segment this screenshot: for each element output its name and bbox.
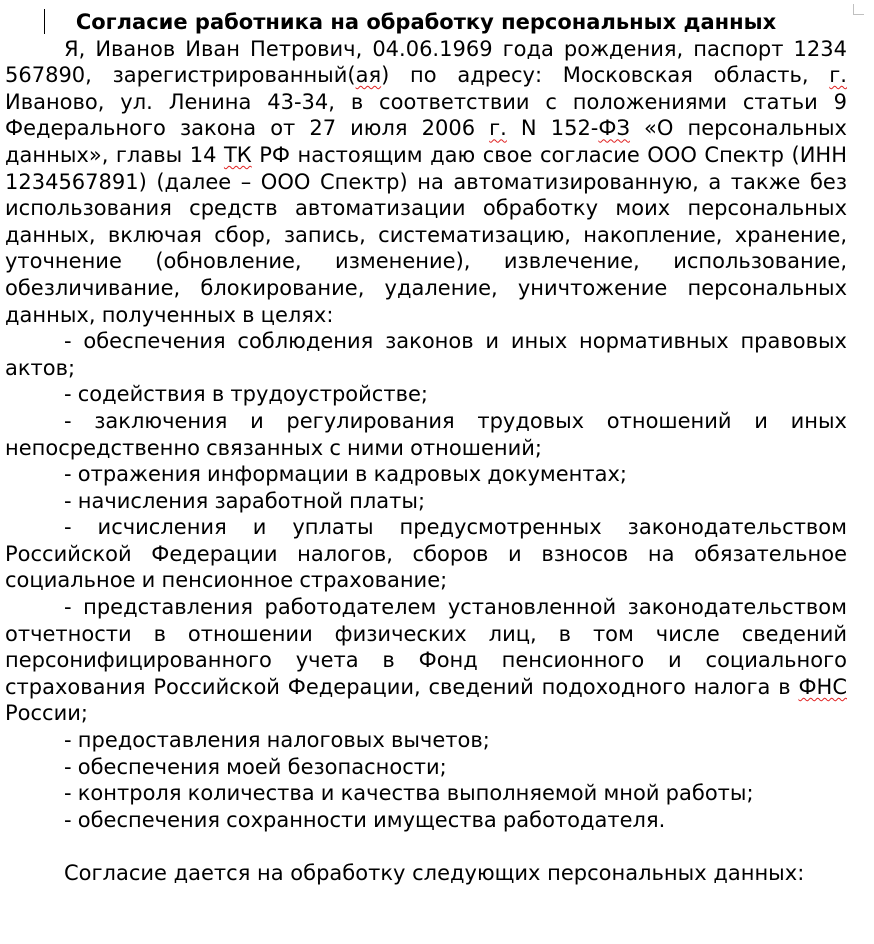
purpose-item: - исчисления и уплаты предусмотренных законодательством Российской Федерации налогов, сборов и взносов на обязательное социальное и пенсионное страхование; — [5, 515, 847, 593]
intro-text-2: ) по адресу: Московская область, — [381, 63, 830, 88]
purpose-item: - заключения и регулирования трудовых отношений и иных непосредственно связанных с ними отношений; — [5, 408, 847, 460]
intro-text-3: Иваново, ул. Ленина 43-34, в соответствии с положениями статьи 9 Федерального закона от 27 июля 2006 — [5, 89, 847, 141]
purpose-item-reporting — [5, 594, 847, 727]
purpose-text: - представления работодателем установленной законодательством отчетности в отношении физических лиц, в том числе сведений персонифицированного учета в Фонд пенсионного и социального страхования Российской Федерации, сведений подоходного налога в — [5, 595, 847, 699]
intro-text-4: N 152- — [506, 116, 599, 141]
final-paragraph: Согласие дается на обработку следующих персональных данных: — [64, 861, 805, 885]
purpose-text: России; — [5, 701, 88, 726]
spellcheck-word[interactable]: г. — [489, 116, 507, 141]
intro-text-1: Я, Иванов Иван Петрович, 04.06.1969 года рождения, паспорт 1234 567890, зарегистрированный( — [5, 36, 847, 88]
purpose-item: - содействия в трудоустройстве; — [64, 382, 428, 407]
intro-text-5: «О персональных данных», главы 14 — [5, 116, 847, 167]
spellcheck-word[interactable]: ТК — [223, 142, 252, 167]
purpose-item: - обеспечения сохранности имущества работодателя. — [64, 807, 666, 832]
empty-line — [5, 833, 847, 860]
spellcheck-word[interactable]: ФНС — [798, 674, 847, 699]
intro-text-6: РФ настоящим даю свое согласие ООО Спектр (ИНН 1234567891) (далее – ООО Спектр) на автоматизированную, а также без использования средств автоматизации обработку моих персональных данных, включая сбор, запись, систематизацию, накопление, хранение, уточнение (обновление, изменение), извлечение, использование, обезличивание, блокирование, удаление, уничтожение персональных данных, полученных в целях: — [5, 142, 847, 327]
intro-paragraph — [5, 36, 847, 329]
document-title: Согласие работника на обработку персональных данных — [75, 10, 777, 34]
purpose-item: - предоставления налоговых вычетов; — [64, 728, 490, 753]
spellcheck-word[interactable]: г. — [829, 63, 847, 88]
purpose-item: - начисления заработной платы; — [64, 488, 426, 513]
spellcheck-word[interactable]: ая — [355, 63, 382, 88]
page-margin-marker — [853, 4, 864, 15]
purpose-item: - отражения информации в кадровых документах; — [64, 462, 627, 487]
document-page[interactable] — [5, 0, 847, 887]
purpose-item: - обеспечения моей безопасности; — [64, 754, 447, 779]
purposes-list — [5, 328, 847, 833]
spellcheck-word[interactable]: ФЗ — [598, 116, 630, 141]
purpose-item: - контроля количества и качества выполняемой мной работы; — [64, 781, 754, 806]
purpose-item: - обеспечения соблюдения законов и иных нормативных правовых актов; — [5, 329, 847, 380]
